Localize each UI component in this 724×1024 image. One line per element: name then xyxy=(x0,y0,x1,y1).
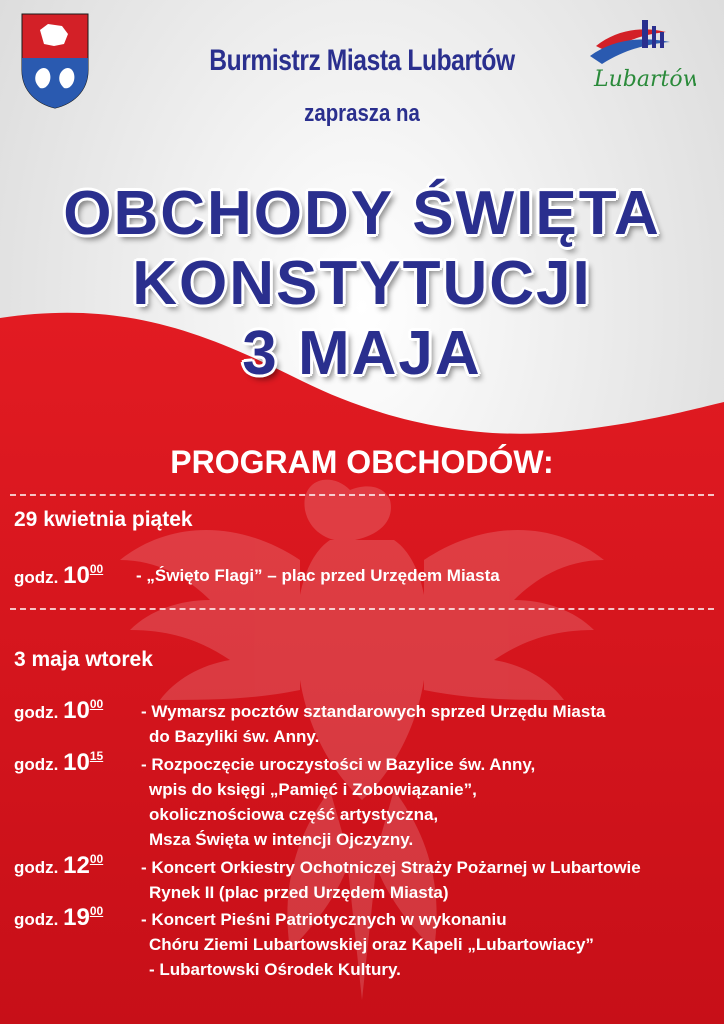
time-minutes: 00 xyxy=(89,562,104,576)
time-hour: 10 xyxy=(63,562,90,589)
time-minutes: 15 xyxy=(89,749,104,763)
time-minutes: 00 xyxy=(89,697,104,711)
day-label: 29 kwietnia piątek xyxy=(14,508,193,531)
event-line: - „Święto Flagi” – plac przed Urzędem Miasta xyxy=(136,566,500,585)
event-time xyxy=(14,852,103,880)
time-hour: 19 xyxy=(63,904,90,931)
time-hour: 10 xyxy=(63,749,90,776)
event-line: - Rozpoczęcie uroczystości w Bazylice św. Anny, xyxy=(141,755,536,774)
divider xyxy=(10,494,714,496)
title-line-2: KONSTYTUCJI xyxy=(132,249,592,318)
time-prefix: godz. xyxy=(14,703,59,722)
event-line: do Bazyliki św. Anny. xyxy=(149,727,320,746)
event-line: Rynek II (plac przed Urzędem Miasta) xyxy=(149,883,449,902)
mayor-heading: Burmistrz Miasta Lubartów xyxy=(209,44,515,77)
time-minutes: 00 xyxy=(89,852,104,866)
event-line: wpis do księgi „Pamięć i Zobowiązanie”, xyxy=(149,780,477,799)
time-prefix: godz. xyxy=(14,755,59,774)
event-line: Msza Święta w intencji Ojczyzny. xyxy=(149,830,414,849)
title-line-1: OBCHODY ŚWIĘTA xyxy=(63,179,661,248)
event-description xyxy=(141,855,641,905)
day-label: 3 maja wtorek xyxy=(14,648,153,671)
title-line-3: 3 MAJA xyxy=(242,319,482,388)
event-description xyxy=(141,752,535,852)
time-prefix: godz. xyxy=(14,858,59,877)
event-line: - Wymarsz pocztów sztandarowych sprzed Urzędu Miasta xyxy=(141,702,606,721)
time-hour: 10 xyxy=(63,697,90,724)
event-description xyxy=(141,907,594,982)
program-heading: PROGRAM OBCHODÓW: xyxy=(170,444,554,480)
divider xyxy=(10,608,714,610)
time-hour: 12 xyxy=(63,852,90,879)
event-line: - Koncert Orkiestry Ochotniczej Straży Pożarnej w Lubartowie xyxy=(141,858,641,877)
time-minutes: 00 xyxy=(89,904,104,918)
event-description xyxy=(136,563,500,588)
event-description xyxy=(141,699,605,749)
event-time xyxy=(14,697,103,725)
time-prefix: godz. xyxy=(14,568,59,587)
time-prefix: godz. xyxy=(14,910,59,929)
logo-text: Lubartów xyxy=(594,67,696,92)
event-line: - Lubartowski Ośrodek Kultury. xyxy=(149,960,401,979)
event-time xyxy=(14,562,103,590)
event-line: Chóru Ziemi Lubartowskiej oraz Kapeli „Lubartowiacy” xyxy=(149,935,594,954)
invitation-text: zaprasza na xyxy=(304,100,420,127)
event-time xyxy=(14,749,103,777)
event-time xyxy=(14,904,103,932)
event-line: - Koncert Pieśni Patriotycznych w wykonaniu xyxy=(141,910,507,929)
event-line: okolicznościowa część artystyczna, xyxy=(149,805,439,824)
